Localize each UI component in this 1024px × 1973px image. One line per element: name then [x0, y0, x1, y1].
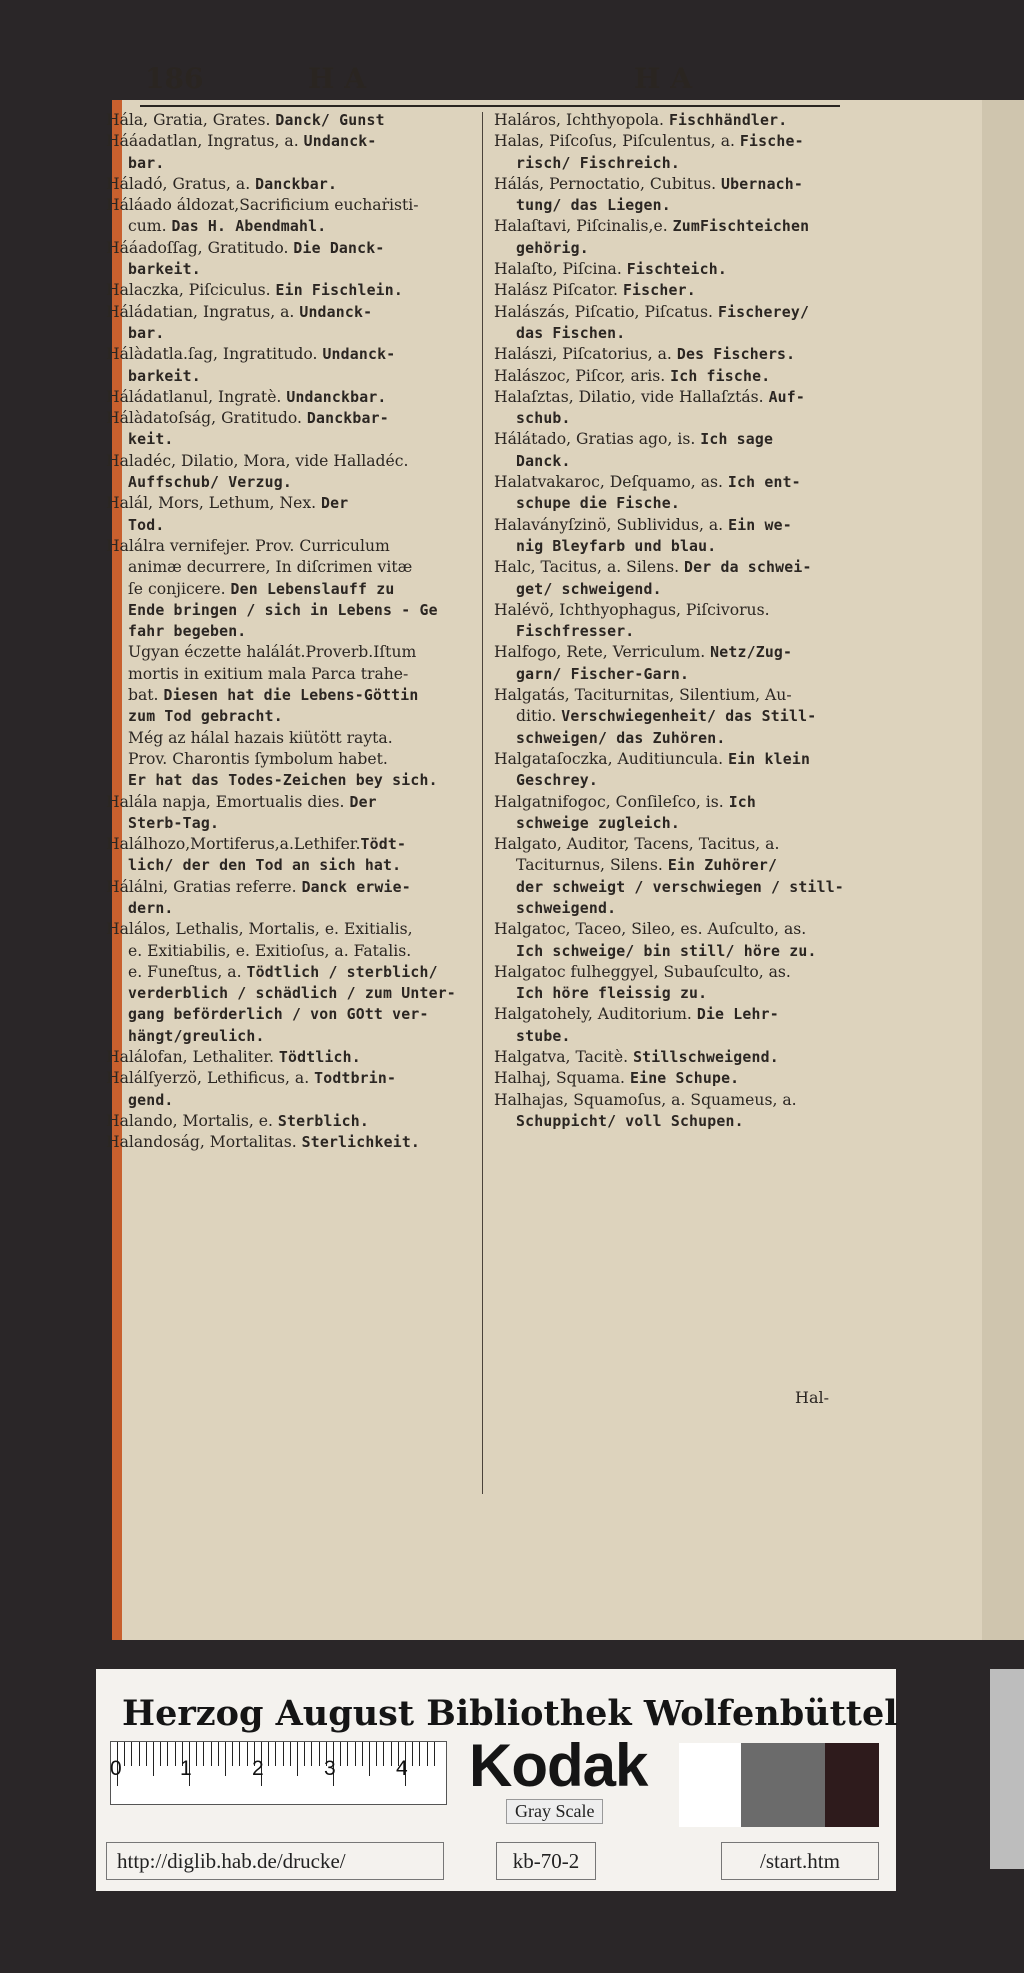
entry-continuation-line [106, 600, 468, 621]
entry-continuation-line [494, 451, 856, 472]
entry-latin-text: Halaſtavi, Piſcinalis,e. [494, 217, 673, 236]
entry-german-gloss: das Fischen. [516, 324, 626, 342]
entry-german-gloss: Das H. Abendmahl. [171, 218, 327, 236]
entry-german-gloss: Ich [728, 793, 757, 811]
entry-german-gloss: gehörig. [516, 239, 589, 257]
entry-latin-text: Halálra vernifejer. Prov. Curriculum [106, 536, 390, 555]
entry-german-gloss: Ich sage [700, 431, 774, 449]
entry-german-gloss: barkeit. [128, 261, 201, 279]
entry-german-gloss: verderblich / schädlich / zum Unter- [128, 985, 456, 1003]
ruler-number: 1 [180, 1757, 192, 1780]
entry-german-gloss: Ein klein [728, 750, 811, 768]
entry-continuation-line [494, 153, 856, 174]
entry-latin-text: Haladéc, Dilatio, Mora, vide Halladéc. [106, 451, 409, 470]
entry-latin-text: Halas, Piſcoſus, Piſculentus, a. [494, 132, 740, 151]
entry-latin-text: Halando, Mortalis, e. [106, 1111, 278, 1130]
entry-latin-text: Halgatoc, Taceo, Sileo, es. Auſculto, as. [494, 920, 807, 939]
entry-continuation-line [494, 664, 856, 685]
entry-german-gloss: Danck erwie- [301, 878, 411, 896]
entry-continuation-line [106, 706, 468, 727]
header-rule [140, 105, 840, 107]
entry-german-gloss: Danck/ Gunst [275, 112, 385, 129]
entry-german-gloss: Sterlichkeit. [301, 1134, 421, 1152]
entry-latin-text: Háláado áldozat,Sacrificium euchaṙisti- [106, 196, 419, 215]
entry-latin-text: Halálofan, Lethaliter. [106, 1048, 279, 1067]
entry-continuation-line [106, 962, 468, 983]
library-title: Herzog August Bibliothek Wolfenbüttel [122, 1693, 898, 1734]
entry-latin-text: Halaczka, Piſciculus. [106, 281, 276, 300]
entry-latin-text: Hálàdatla.ſag, Ingratitudo. [106, 345, 323, 364]
entry-german-gloss: Fischfresser. [516, 623, 635, 641]
entry-latin-text: Halászás, Piſcatio, Piſcatus. [494, 302, 718, 321]
entry-continuation-line [106, 621, 468, 642]
ruler-tick [319, 1742, 320, 1766]
entry-latin-text: Halfogo, Rete, Verriculum. [494, 643, 711, 662]
entry-continuation-line [494, 1026, 856, 1047]
gray-patch-mid [741, 1743, 825, 1827]
entry-latin-text: e. Exitiabilis, e. Exitioſus, a. Fatalis. [128, 941, 412, 960]
entry-german-gloss: fahr begeben. [128, 623, 247, 641]
entry-german-gloss: ZumFischteichen [672, 218, 810, 236]
entry-german-gloss: lich/ der den Tod an sich hat. [128, 857, 402, 875]
entry-german-gloss: zum Tod gebracht. [128, 708, 283, 726]
entry-latin-text: Halaványſzinö, Sublividus, a. [494, 515, 729, 534]
dictionary-entry [106, 1111, 468, 1132]
dictionary-entry [106, 387, 468, 408]
entry-german-gloss: Netz/Zug- [710, 644, 793, 662]
dictionary-entry [494, 472, 856, 493]
entry-german-gloss: get/ schweigend. [516, 580, 662, 598]
dictionary-entry [106, 834, 468, 855]
entry-latin-text: Taciturnus, Silens. [516, 856, 668, 875]
entry-continuation-line [494, 1111, 856, 1132]
dictionary-entry [494, 919, 856, 940]
entry-german-gloss: Er hat das Todes-Zeichen bey sich. [128, 772, 438, 790]
ruler-number: 4 [396, 1757, 408, 1780]
entry-german-gloss: Fischer. [622, 282, 696, 300]
color-target-card [96, 1669, 896, 1891]
entry-german-gloss: Diesen hat die Lebens-Göttin [163, 687, 419, 705]
dictionary-entry [106, 792, 468, 813]
ruler-number: 0 [110, 1757, 122, 1780]
dictionary-entry [494, 302, 856, 323]
dictionary-entry [494, 110, 856, 131]
ruler-tick [347, 1742, 348, 1766]
ruler-tick [146, 1742, 147, 1766]
entry-german-gloss: schweige zugleich. [516, 814, 680, 832]
dictionary-entry [494, 429, 856, 450]
entry-latin-text: Halálſyerzö, Lethificus, a. [106, 1069, 315, 1088]
entry-latin-text: bat. [128, 686, 164, 705]
entry-german-gloss: Todtbrin- [314, 1070, 397, 1088]
entry-german-gloss: schub. [516, 410, 571, 428]
entry-latin-text: Halévö, Ichthyophagus, Piſcivorus. [494, 600, 770, 619]
entry-german-gloss: barkeit. [128, 367, 201, 385]
entry-continuation-line [106, 557, 468, 578]
entry-continuation-line [106, 1090, 468, 1111]
entry-german-gloss: Undanck- [299, 303, 373, 321]
entry-continuation-line [106, 770, 468, 791]
dictionary-entry [106, 451, 468, 472]
entry-german-gloss: Tödtlich / sterblich/ [246, 963, 438, 981]
entry-german-gloss: Der [321, 495, 349, 513]
entry-latin-text: animæ decurrere, In diſcrimen vitæ [128, 558, 413, 577]
ruler-tick [175, 1742, 176, 1766]
entry-continuation-line [106, 1026, 468, 1047]
entry-german-gloss: Ein Fischlein. [275, 282, 404, 300]
dictionary-entry [494, 685, 856, 706]
ruler-tick [355, 1742, 356, 1766]
entry-german-gloss: Ubernach- [721, 175, 804, 193]
entry-continuation-line [106, 429, 468, 450]
entry-latin-text: Prov. Charontis ſymbolum habet. [128, 749, 388, 768]
entry-latin-text: Halgatva, Tacitè. [494, 1048, 634, 1067]
entry-continuation-line [106, 855, 468, 876]
dictionary-entry [106, 493, 468, 514]
ruler-tick [239, 1742, 240, 1766]
entry-continuation-line [106, 749, 468, 770]
entry-latin-text: Halgatnifogoc, Conſileſco, is. [494, 792, 729, 811]
entry-continuation-line [106, 941, 468, 962]
entry-german-gloss: Des Fischers. [676, 346, 796, 364]
ruler-tick [196, 1742, 197, 1766]
dictionary-entry [494, 834, 856, 855]
dictionary-entry [106, 280, 468, 301]
entry-latin-text: Halaſto, Piſcina. [494, 260, 627, 279]
code-box: kb-70-2 [496, 1842, 596, 1880]
entry-german-gloss: Stillschweigend. [633, 1049, 779, 1067]
gray-scale-label: Gray Scale [506, 1799, 603, 1824]
entry-latin-text: Még az hálal hazais kiütött rayta. [128, 728, 393, 747]
dictionary-entry [106, 408, 468, 429]
entry-german-gloss: Ich ent- [727, 474, 801, 492]
ruler-tick [362, 1742, 363, 1766]
entry-continuation-line [106, 1004, 468, 1025]
entry-german-gloss: Sterb-Tag. [128, 814, 220, 832]
entry-german-gloss: dern. [128, 899, 174, 917]
entry-german-gloss: Fische- [739, 133, 804, 151]
entry-latin-text: Halaſztas, Dilatio, vide Hallaſztás. [494, 387, 769, 406]
url-right-box: /start.htm [721, 1842, 879, 1880]
entry-continuation-line [494, 706, 856, 727]
ruler-tick [419, 1742, 420, 1766]
url-left-box: http://diglib.hab.de/drucke/ [106, 1842, 444, 1880]
entry-latin-text: Halatvakaroc, Deſquamo, as. [494, 473, 728, 492]
ruler-tick [218, 1742, 219, 1766]
dictionary-entry [106, 344, 468, 365]
ruler-tick [124, 1742, 125, 1766]
entry-german-gloss: Sterblich. [277, 1112, 370, 1130]
entry-continuation-line [106, 579, 468, 600]
entry-german-gloss: Die Lehr- [696, 1006, 779, 1024]
ruler-tick [283, 1742, 284, 1766]
dictionary-entry [494, 344, 856, 365]
entry-german-gloss: schweigen/ das Zuhören. [516, 729, 726, 747]
dictionary-entry [494, 962, 856, 983]
entry-latin-text: Halandoság, Mortalitas. [106, 1133, 302, 1152]
entry-continuation-line [106, 216, 468, 237]
dictionary-entry [494, 642, 856, 663]
kodak-logo: Kodak [469, 1732, 648, 1799]
entry-german-gloss: Schuppicht/ voll Schupen. [516, 1112, 744, 1130]
entry-german-gloss: Tödtlich. [278, 1049, 361, 1067]
entry-german-gloss: Ein we- [728, 516, 792, 534]
entry-german-gloss: tung/ das Liegen. [516, 197, 671, 215]
ruler-number: 3 [324, 1757, 336, 1780]
entry-continuation-line [494, 770, 856, 791]
entry-continuation-line [494, 941, 856, 962]
dictionary-entry [494, 280, 856, 301]
ruler-tick [225, 1742, 226, 1776]
dictionary-entry [494, 1004, 856, 1025]
entry-latin-text: e. Funeſtus, a. [128, 962, 247, 981]
entry-latin-text: Halgato, Auditor, Tacens, Tacitus, a. [494, 835, 780, 854]
entry-german-gloss: Der [349, 793, 377, 811]
dictionary-entry [106, 1047, 468, 1068]
entry-german-gloss: Ein Zuhörer/ [667, 857, 778, 875]
entry-latin-text: Halgataſoczka, Auditiuncula. [494, 749, 729, 768]
entry-german-gloss: Undanck- [322, 346, 396, 364]
left-column [106, 110, 468, 1154]
ruler-tick [297, 1742, 298, 1776]
entry-german-gloss: Tod. [128, 516, 165, 534]
entry-latin-text: Halgatás, Taciturnitas, Silentium, Au- [494, 686, 792, 705]
dictionary-entry [106, 174, 468, 195]
entry-continuation-line [494, 536, 856, 557]
dictionary-entry [494, 600, 856, 621]
entry-continuation-line [494, 238, 856, 259]
right-running-head: H A [634, 62, 692, 95]
ruler-tick [211, 1742, 212, 1766]
entry-latin-text: Halálos, Lethalis, Mortalis, e. Exitialis, [106, 920, 413, 939]
dictionary-entry [106, 110, 468, 131]
entry-continuation-line [106, 323, 468, 344]
ruler-number: 2 [252, 1757, 264, 1780]
entry-latin-text: Hálàdatoſság, Gratitudo. [106, 409, 307, 428]
entry-continuation-line [494, 493, 856, 514]
entry-latin-text: Halász Piſcator. [494, 281, 623, 300]
entry-continuation-line [106, 813, 468, 834]
entry-continuation-line [106, 685, 468, 706]
ruler-tick [275, 1742, 276, 1766]
dictionary-entry [494, 216, 856, 237]
ruler-tick [139, 1742, 140, 1766]
ruler-tick [304, 1742, 305, 1766]
entry-latin-text: Halgatohely, Auditorium. [494, 1005, 697, 1024]
ruler-tick [391, 1742, 392, 1766]
entry-continuation-line [106, 153, 468, 174]
entry-german-gloss: Geschrey. [516, 772, 598, 790]
entry-german-gloss: stube. [516, 1027, 571, 1045]
dictionary-entry [494, 515, 856, 536]
entry-latin-text: ditio. [516, 707, 562, 726]
left-running-head: H A [308, 62, 366, 95]
entry-continuation-line [494, 813, 856, 834]
entry-continuation-line [106, 664, 468, 685]
dictionary-entry [494, 557, 856, 578]
entry-continuation-line [494, 728, 856, 749]
entry-latin-text: Hálás, Pernoctatio, Cubitus. [494, 174, 722, 193]
entry-latin-text: Halálhozo,Mortiferus,a.Lethifer. [106, 835, 361, 854]
entry-german-gloss: Fischteich. [626, 261, 727, 279]
dictionary-entry [106, 131, 468, 152]
ruler-tick [290, 1742, 291, 1766]
entry-continuation-line [494, 621, 856, 642]
entry-latin-text: Halála napja, Emortualis dies. [106, 792, 350, 811]
ruler-tick [268, 1742, 269, 1766]
dictionary-entry [106, 877, 468, 898]
dictionary-entry [494, 387, 856, 408]
entry-german-gloss: bar. [128, 154, 165, 172]
entry-german-gloss: hängt/greulich. [128, 1027, 265, 1045]
entry-continuation-line [494, 323, 856, 344]
entry-latin-text: Háladó, Gratus, a. [106, 174, 256, 193]
entry-latin-text: cum. [128, 217, 172, 236]
ruler-tick [153, 1742, 154, 1776]
dictionary-entry [494, 174, 856, 195]
dictionary-entry [494, 749, 856, 770]
entry-continuation-line [106, 259, 468, 280]
entry-latin-text: Halhajas, Squamoſus, a. Squameus, a. [494, 1090, 797, 1109]
entry-german-gloss: Ich höre fleissig zu. [516, 985, 708, 1003]
entry-latin-text: Halc, Tacitus, a. Silens. [494, 558, 685, 577]
entry-german-gloss: Auf- [768, 388, 806, 406]
edge-strip [990, 1669, 1024, 1869]
ruler-tick [131, 1742, 132, 1766]
ruler-tick [160, 1742, 161, 1766]
entry-german-gloss: Tödt- [360, 836, 407, 854]
entry-continuation-line [494, 195, 856, 216]
entry-german-gloss: schweigend. [516, 899, 617, 917]
entry-latin-text: Háládatlanul, Ingratè. [106, 387, 287, 406]
entry-german-gloss: Verschwiegenheit/ das Still- [561, 708, 817, 726]
ruler-tick [412, 1742, 413, 1766]
catchword: Hal- [795, 1388, 830, 1407]
ruler-tick [232, 1742, 233, 1766]
entry-german-gloss: Fischhändler. [668, 112, 788, 129]
entry-latin-text: Haláros, Ichthyopola. [494, 111, 669, 129]
entry-german-gloss: Die Danck- [293, 239, 385, 257]
ruler-tick [369, 1742, 370, 1776]
entry-continuation-line [494, 579, 856, 600]
ruler-tick [247, 1742, 248, 1766]
entry-continuation-line [106, 472, 468, 493]
entry-german-gloss: Eine Schupe. [629, 1070, 740, 1088]
entry-german-gloss: Auffschub/ Verzug. [128, 474, 292, 492]
dictionary-entry [106, 238, 468, 259]
entry-german-gloss: Danckbar- [306, 410, 389, 428]
entry-german-gloss: keit. [128, 431, 174, 449]
ruler-tick [434, 1742, 435, 1766]
entry-latin-text: Ugyan éczette halálát.Proverb.Iſtum [128, 643, 417, 662]
dictionary-entry [494, 792, 856, 813]
entry-continuation-line [106, 983, 468, 1004]
dictionary-entry [494, 259, 856, 280]
entry-latin-text: Halhaj, Squama. [494, 1069, 630, 1088]
dictionary-entry [494, 1068, 856, 1089]
entry-german-gloss: Ich schweige/ bin still/ höre zu. [516, 942, 817, 960]
entry-german-gloss: Undanckbar. [286, 388, 387, 406]
entry-latin-text: Hálátado, Gratias ago, is. [494, 430, 701, 449]
entry-latin-text: Halászoc, Piſcor, aris. [494, 366, 671, 385]
entry-german-gloss: bar. [128, 324, 165, 342]
dictionary-entry [106, 195, 468, 216]
entry-continuation-line [494, 877, 856, 898]
entry-german-gloss: Ich fische. [670, 367, 771, 385]
entry-latin-text: Hááadatlan, Ingratus, a. [106, 132, 304, 151]
dictionary-entry [494, 1090, 856, 1111]
entry-german-gloss: schupe die Fische. [516, 495, 680, 513]
entry-continuation-line [494, 855, 856, 876]
dictionary-entry [494, 1047, 856, 1068]
ruler-tick [427, 1742, 428, 1766]
facing-page-edge [982, 100, 1024, 1640]
entry-continuation-line [494, 898, 856, 919]
ruler-tick [311, 1742, 312, 1766]
entry-latin-text: Halál, Mors, Lethum, Nex. [106, 494, 322, 513]
entry-german-gloss: Ende bringen / sich in Lebens - Ge [128, 601, 438, 619]
entry-german-gloss: nig Bleyfarb und blau. [516, 537, 717, 555]
entry-latin-text: Hála, Gratia, Grates. [106, 111, 276, 129]
entry-german-gloss: Undanck- [303, 133, 377, 151]
entry-german-gloss: gend. [128, 1091, 174, 1109]
page-number: 186 [145, 62, 204, 95]
column-divider [482, 112, 483, 1494]
entry-latin-text: Halgatoc fulheggyel, Subauſculto, as. [494, 962, 791, 981]
entry-continuation-line [106, 728, 468, 749]
ruler-tick [383, 1742, 384, 1766]
entry-continuation-line [106, 898, 468, 919]
entry-latin-text: Hááadoſſag, Gratitudo. [106, 238, 294, 257]
dictionary-entry [106, 302, 468, 323]
gray-patch-white [679, 1743, 741, 1827]
dictionary-entry [494, 131, 856, 152]
entry-german-gloss: gang beförderlich / von GOtt ver- [128, 1006, 429, 1024]
entry-german-gloss: Danckbar. [255, 175, 338, 193]
entry-german-gloss: der schweigt / verschwiegen / still- [516, 878, 844, 896]
entry-latin-text: Halászi, Piſcatorius, a. [494, 345, 677, 364]
entry-german-gloss: Den Lebenslauff zu [230, 580, 395, 598]
entry-continuation-line [106, 515, 468, 536]
ruler-tick [340, 1742, 341, 1766]
entry-german-gloss: Der da schwei- [684, 559, 812, 577]
entry-latin-text: ſe conjicere. [128, 579, 231, 598]
entry-latin-text: Háládatian, Ingratus, a. [106, 302, 300, 321]
dictionary-entry [106, 919, 468, 940]
dictionary-entry [494, 366, 856, 387]
dictionary-entry [106, 1132, 468, 1153]
entry-continuation-line [494, 408, 856, 429]
entry-german-gloss: Fischerey/ [717, 303, 810, 321]
ruler-tick [376, 1742, 377, 1766]
entry-continuation-line [106, 366, 468, 387]
entry-continuation-line [494, 983, 856, 1004]
dictionary-entry [106, 1068, 468, 1089]
ruler-tick [167, 1742, 168, 1766]
right-column [494, 110, 856, 1132]
gray-patch-dark [825, 1743, 879, 1827]
ruler-tick [203, 1742, 204, 1766]
dictionary-entry [106, 536, 468, 557]
entry-german-gloss: risch/ Fischreich. [516, 154, 680, 172]
entry-german-gloss: Danck. [516, 452, 571, 470]
entry-german-gloss: garn/ Fischer-Garn. [516, 665, 690, 683]
entry-continuation-line [106, 642, 468, 663]
entry-latin-text: mortis in exitium mala Parca trahe- [128, 664, 409, 683]
entry-latin-text: Hálálni, Gratias referre. [106, 877, 302, 896]
